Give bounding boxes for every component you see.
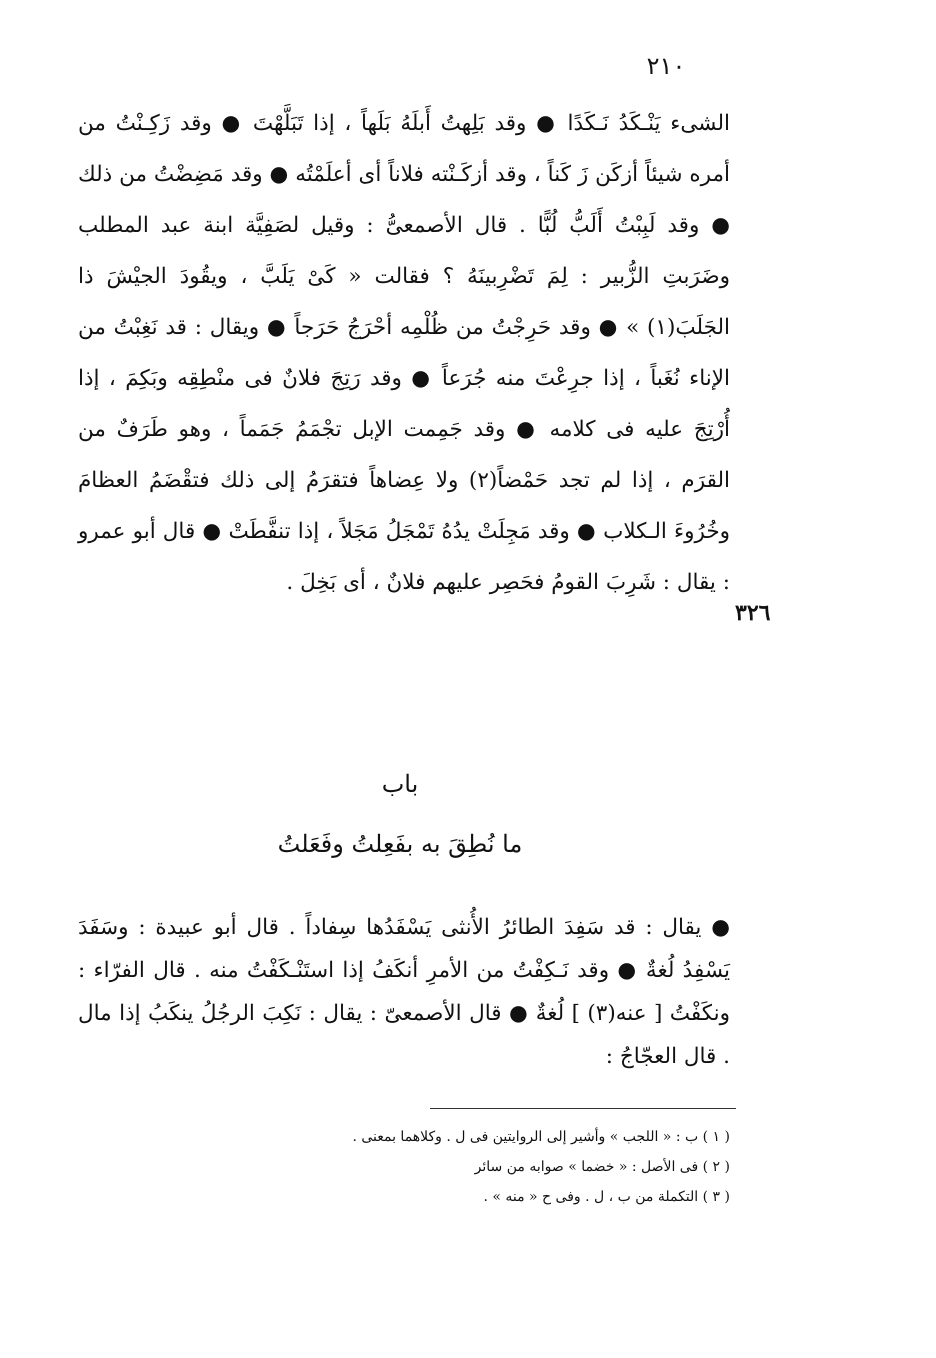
margin-reference-number: ٣٢٦	[735, 600, 771, 626]
footnote-3: ( ٣ ) التكملة من ب ، ل . وفى ح « منه » .	[483, 1189, 730, 1205]
footnote-1: ( ١ ) ب : « اللجب » وأشير إلى الروايتين فى ل . وكلاهما بمعنى .	[352, 1129, 730, 1145]
footnotes-list	[200, 1122, 730, 1212]
page-number: ٢١٠	[646, 52, 686, 80]
footnote-2: ( ٢ ) فى الأصل : « خضما » صوابه من سائر	[474, 1159, 730, 1175]
footnote-divider	[430, 1108, 736, 1109]
chapter-title: ما نُطِقَ به بفَعِلتُ وفَعَلتُ	[277, 830, 523, 858]
body-paragraph-1: الشىء يَنْـكَدُ نَـكَدًا ● وقد بَلِهتُ أَبلَهُ بَلَهاً ، إذا تَبَلَّهْتَ ● وقد زَكِـنْتُ من أمره شيئاً أزكَن زَ كَناً ، وقد أزكَـنْته فلاناً أى أعلَمْتُه ● وقد مَضِضْتُ من ذلك ● وقد لَبِبْتُ أَلَبُّ لُبًّا . قال الأصمعىُّ : وقيل لصَفِيَّة ابنة عبد المطلب وضَرَبتِ الزُّبير : لِمَ تَضْرِبينَهُ ؟ فقالت « كَىْ يَلَبَّ ، ويقُودَ الجيْشَ ذا الجَلَبَ(١) » ● وقد حَرِجْتُ من ظُلْمِه أحْرَجُ حَرَجاً ● ويقال : قد نَغِبْتُ من الإناء نُغَباً ، إذا جرِعْتَ منه جُرَعاً ● وقد رَتِجَ فلانٌ فى منْطِقِه وبَكِمَ ، إذا أُرْتِجَ عليه فى كلامه ● وقد جَمِمت الإبل تجْمَمُ جَمَماً ، وهو طَرَفٌ من القرَم ، إذا لم تجد حَمْضاً(٢) ولا عِضاهاً فتقرَمُ إلى ذلك فتقْضَمُ العظامَ وخُرُوءَ الـكلاب ● وقد مَجِلَتْ يدُهُ تَمْجَلُ مَجَلاً ، إذا تنفَّطَتْ ● قال أبو عمرو : يقال : شَرِبَ القومُ فحَصِر عليهم فلانٌ ، أى بَخِلَ .	[78, 111, 730, 595]
body-paragraph-2: ● يقال : قد سَفِدَ الطائرُ الأُنثى يَسْفَدُها سِفاداً . قال أبو عبيدة : وسَفَدَ يَسْفِدُ لُغةٌ ● وقد نَـكِفْتُ من الأمرِ أنكَفُ إذا استَنْـكَفْتُ منه . قال الفرّاء : ونكَفْتُ [ عنه(٣) ] لُغةٌ ● قال الأصمعىّ : يقال : نَكِبَ الرجُلُ ينكَبُ إذا مال . قال العجّاجُ :	[78, 915, 731, 1069]
chapter-heading: باب	[381, 770, 419, 798]
